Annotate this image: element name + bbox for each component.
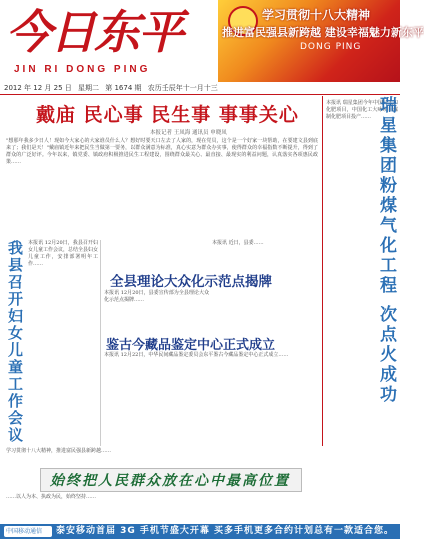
banner-slogan: 推进富民强县新跨越 建设幸福魅力新东平	[222, 26, 424, 39]
mid-headline-2: 鉴古今藏品鉴定中心正式成立	[106, 338, 276, 353]
mid-article-body-1: 本报讯 12月20日，县委宣传部为全县理论大众化示范点揭牌……	[104, 290, 209, 303]
china-mobile-logo-text: 中国移动通信	[6, 528, 43, 535]
bottom-advertisement	[0, 524, 400, 539]
issue-weekday: 星期二	[78, 84, 99, 92]
mid-headline-1: 全县理论大众化示范点揭牌	[110, 274, 272, 290]
right-vertical-headline: 瑞星集团粉煤气化工程 次点火成功	[376, 96, 396, 405]
right-article-body: 本报讯 瑞星集团今年中国际大和化肥项目，中国化工大咏项目煤制化肥项目投产……	[326, 100, 398, 120]
lead-headline: 戴庙 民心事 民生事 事事关心	[36, 104, 299, 126]
issue-info-bar	[0, 82, 400, 95]
banner-subtitle: DONG PING	[300, 42, 362, 52]
quote-headline: 始终把人民群众放在心中最高位置	[50, 473, 290, 489]
issue-number: 第 1674 期	[105, 84, 142, 92]
bottom-article-body-1: 学习贯彻十八大精神，推进富民强县新跨越……	[6, 448, 112, 454]
lead-article-body: "想那年我多少日人！现如今大家心的大家谁员什么人？想好时要天口左去了人家的，现在党员，这个是一个好家一块帮助，在要建文县到底来了；我们是天！"戴庙镇近年来把民生当做第一要务，以群众满意为标准，真心实意为群众办实事，使得群众的幸福指数不断提升，得到了群众的广泛好评。今年以来，镇党委、镇政府积极推进民生工程建设，围绕群众最关心、最直接、最现实的利益问题，认真落实各项惠民政策……	[6, 138, 318, 165]
issue-date: 2012 年 12 月 25 日	[4, 84, 72, 92]
left-vertical-headline: 我县召开妇女儿童工作会议	[6, 240, 24, 444]
mid-article-body-3: 本报讯 12月22日，中华民间藏品鉴定委员会东平鉴古今藏品鉴定中心正式成立……	[104, 352, 289, 358]
column-divider	[100, 240, 101, 446]
logo-pinyin: JIN RI DONG PING	[14, 64, 151, 75]
newspaper-logo: 今日东平	[6, 5, 182, 59]
lead-byline: 本报记者 王凤海 通讯员 申晓凤	[150, 130, 227, 136]
lunar-date: 农历壬辰年十一月十三	[147, 84, 218, 92]
mid-article-body-2: 本报讯 近日，县委……	[212, 240, 264, 246]
ad-text: 泰安移动首届 3G 手机节盛大开幕 买多手机更多合约计划总有一款适合您。	[56, 526, 395, 536]
banner-title: 学习贯彻十八大精神	[262, 8, 371, 22]
bottom-article-body-2: ……以人为本、执政为民，始终坚持……	[6, 494, 97, 500]
left-article-body: 本报讯 12月20日，我县召开妇女儿童工作会议，总结全县妇女儿童工作，安排部署明年工作……	[28, 240, 99, 267]
